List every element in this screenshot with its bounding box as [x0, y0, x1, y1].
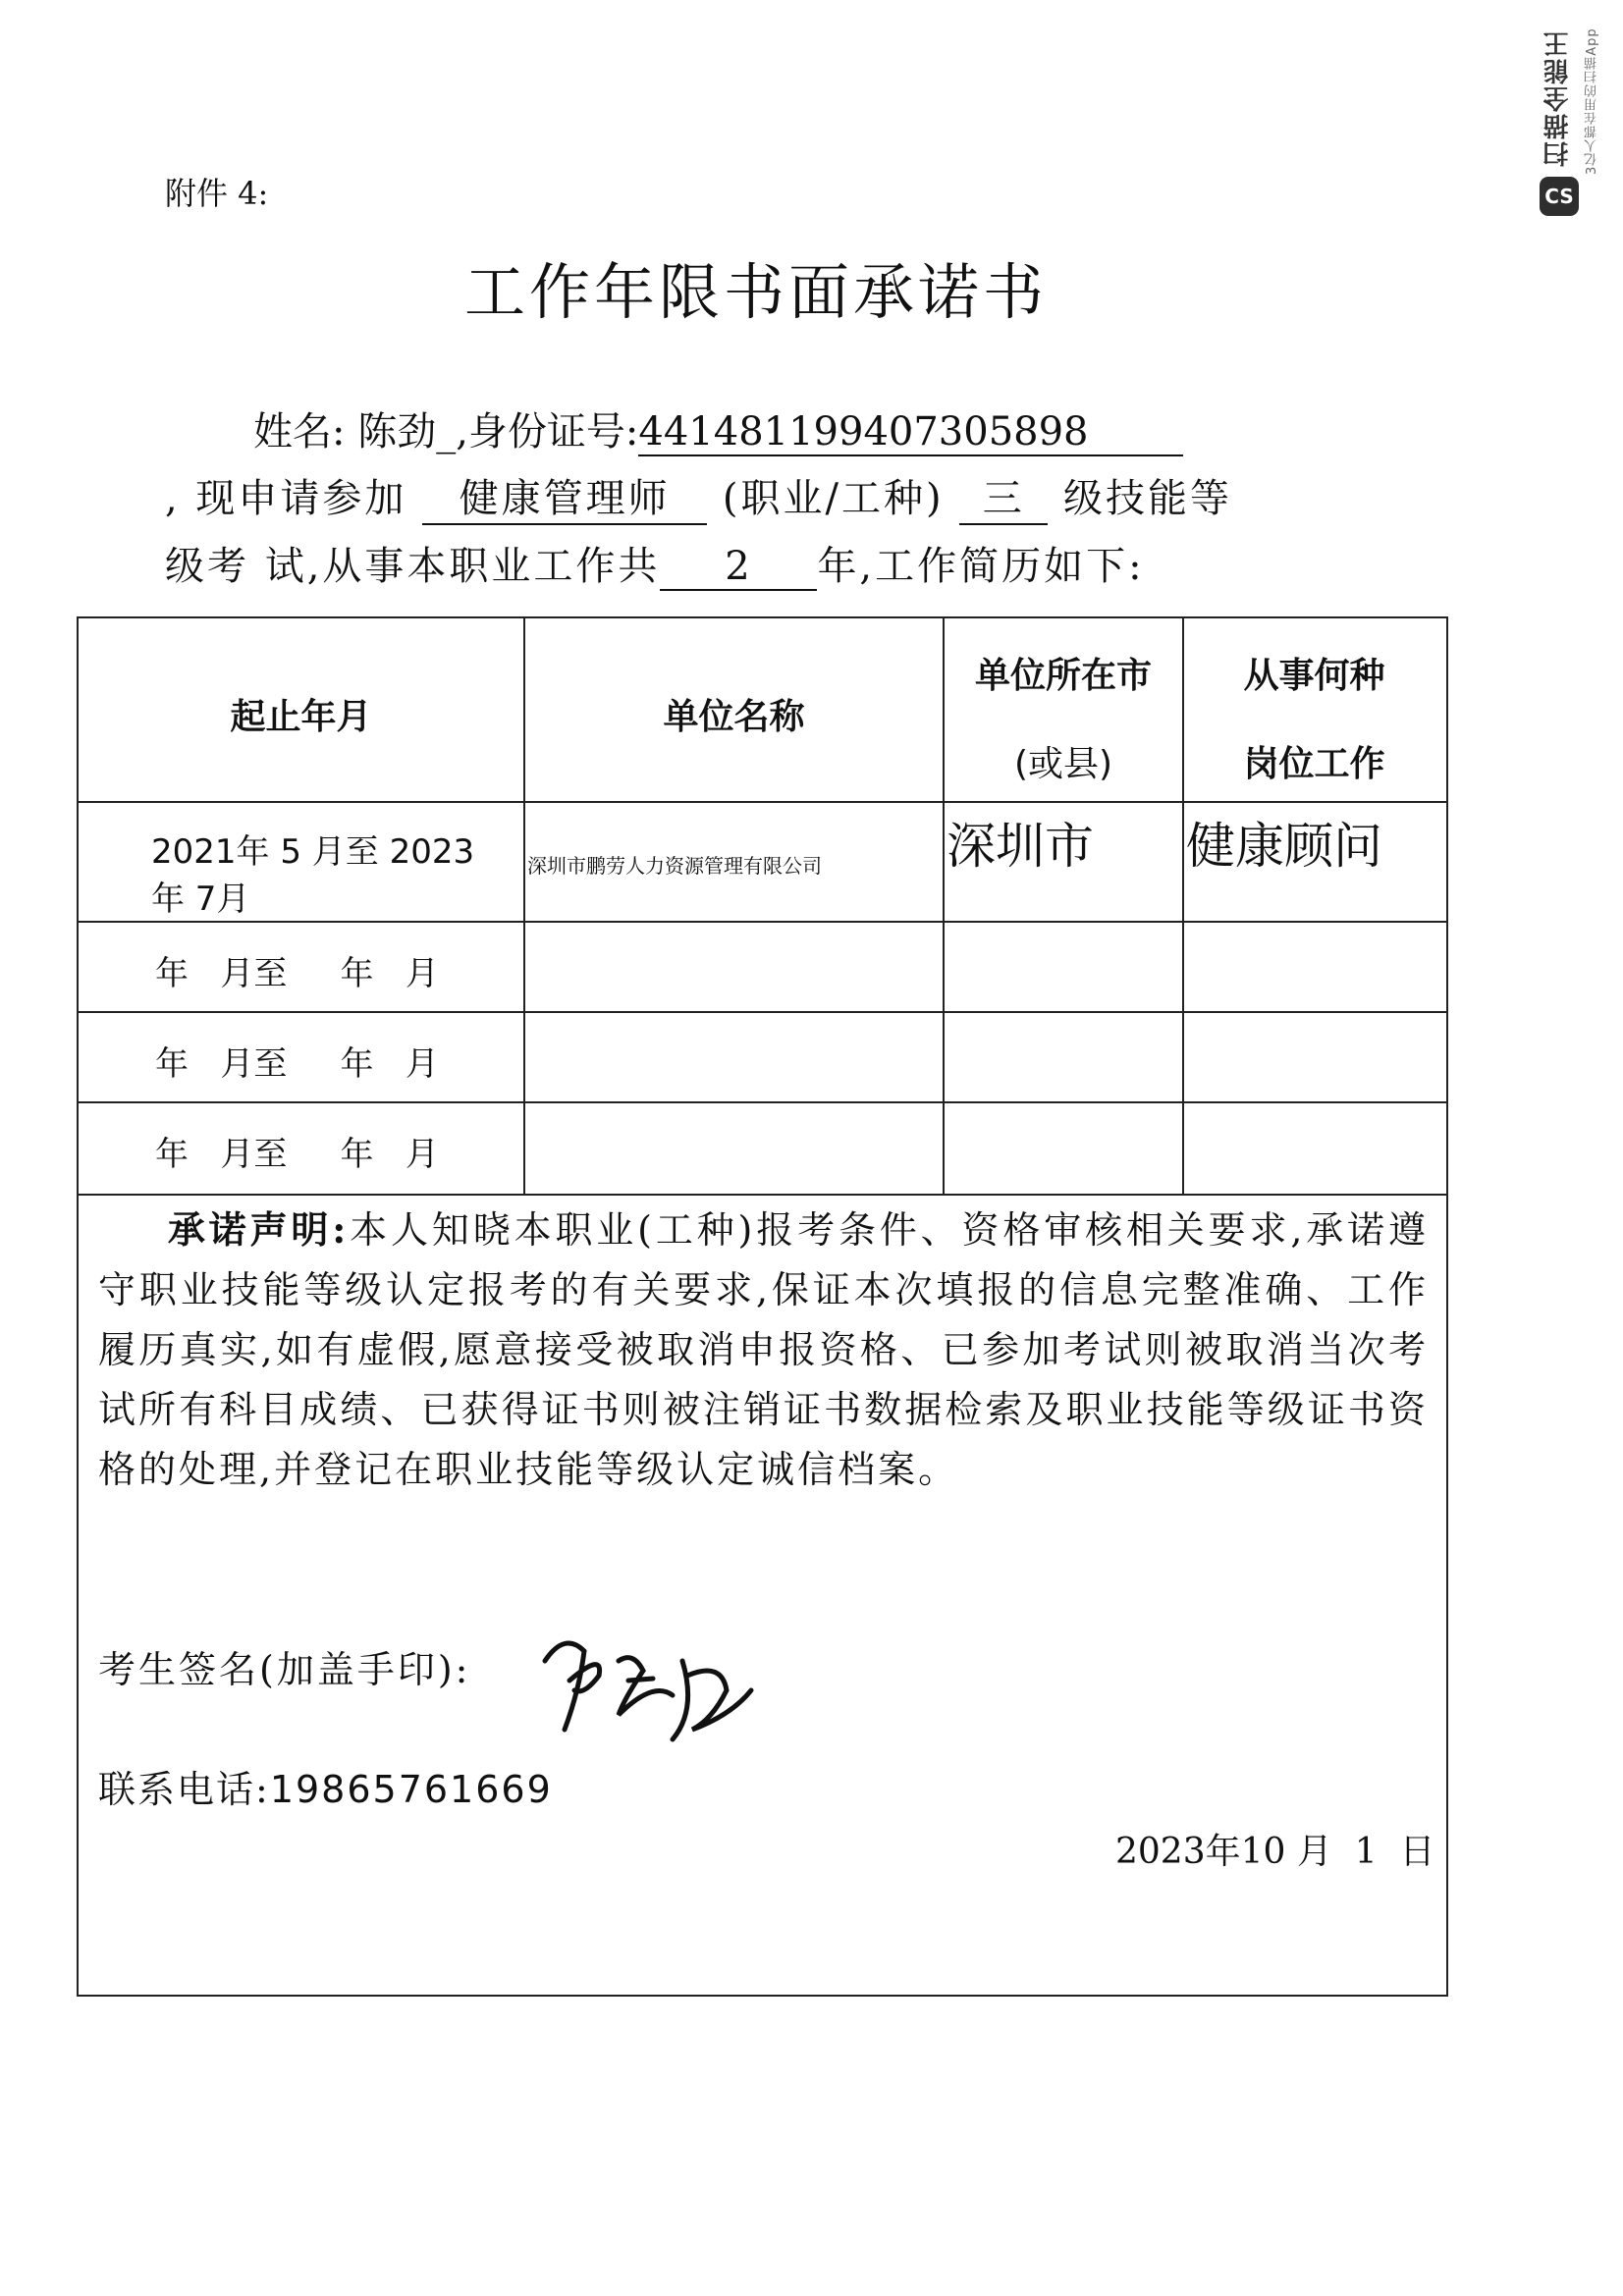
row1-period-line2: 年 7月	[151, 880, 250, 919]
name-value: 陈劲_	[357, 409, 457, 454]
row1-unit: 深圳市鹏劳人力资源管理有限公司	[527, 854, 822, 878]
header-period: 起止年月	[230, 697, 372, 737]
scanner-watermark	[1540, 27, 1602, 234]
work-history-table	[77, 616, 1448, 1997]
header-unit: 单位名称	[663, 697, 805, 737]
apply-text: , 现申请参加	[165, 476, 407, 521]
occupation-suffix: (职业/工种)	[722, 476, 945, 521]
work-years-text: 级考 试,从事本职业工作共	[165, 544, 661, 589]
header-city-1: 单位所在市	[974, 656, 1152, 696]
id-value: 441481199407305898	[638, 409, 1183, 456]
years-value: 2	[660, 544, 817, 591]
level-suffix: 级技能等	[1063, 476, 1232, 521]
phone-label: 联系电话:	[98, 1768, 270, 1811]
row2-period: 年 月至 年 月	[155, 954, 439, 993]
signature-label: 考生签名(加盖手印):	[98, 1648, 471, 1691]
attachment-label: 附件 4:	[165, 175, 269, 212]
declaration-text: 本人知晓本职业(工种)报考条件、资格审核相关要求,承诺遵守职业技能等级认定报考的有关要求,保证本次填报的信息完整准确、工作履历真实,如有虚假,愿意接受被取消申报资格、已参加考试则被取消当次考试所有科目成绩、已获得证书则被注销证书数据检索及职业技能等级证书资格的处理,并登记在职业技能等级认定诚信档案。	[98, 1208, 1430, 1491]
level-value: 三	[959, 467, 1048, 525]
header-position-2: 岗位工作	[1243, 744, 1385, 784]
document-title: 工作年限书面承诺书	[463, 256, 1048, 328]
row4-period: 年 月至 年 月	[155, 1135, 439, 1174]
row1-city: 深圳市	[947, 818, 1094, 875]
phone-line	[98, 1759, 553, 1813]
signing-date: 2023年10 月 1 日	[1115, 1832, 1435, 1872]
declaration-paragraph	[98, 1200, 1429, 1500]
header-position-1: 从事何种	[1243, 656, 1385, 696]
row3-period: 年 月至 年 月	[155, 1044, 439, 1084]
row1-period-line1: 2021年 5 月至 2023	[151, 832, 475, 872]
declaration-heading: 承诺声明:	[167, 1207, 350, 1252]
intro-line-1	[253, 400, 1183, 456]
name-label: 姓名:	[253, 409, 346, 454]
watermark-subtitle: 3亿人都在用的扫描App	[1585, 27, 1599, 175]
row1-position: 健康顾问	[1186, 818, 1382, 875]
watermark-name: 扫描全能王	[1543, 29, 1573, 168]
phone-value: 19865761669	[269, 1768, 553, 1811]
intro-line-2	[165, 467, 1232, 525]
work-years-suffix: 年,工作简历如下:	[817, 544, 1145, 589]
intro-line-3	[165, 535, 1145, 591]
header-city-2: (或县)	[1013, 744, 1113, 784]
watermark-badge: CS	[1540, 177, 1579, 216]
occupation-value: 健康管理师	[422, 467, 707, 525]
id-label: ,身份证号:	[456, 409, 639, 454]
handwritten-signature	[525, 1622, 781, 1759]
